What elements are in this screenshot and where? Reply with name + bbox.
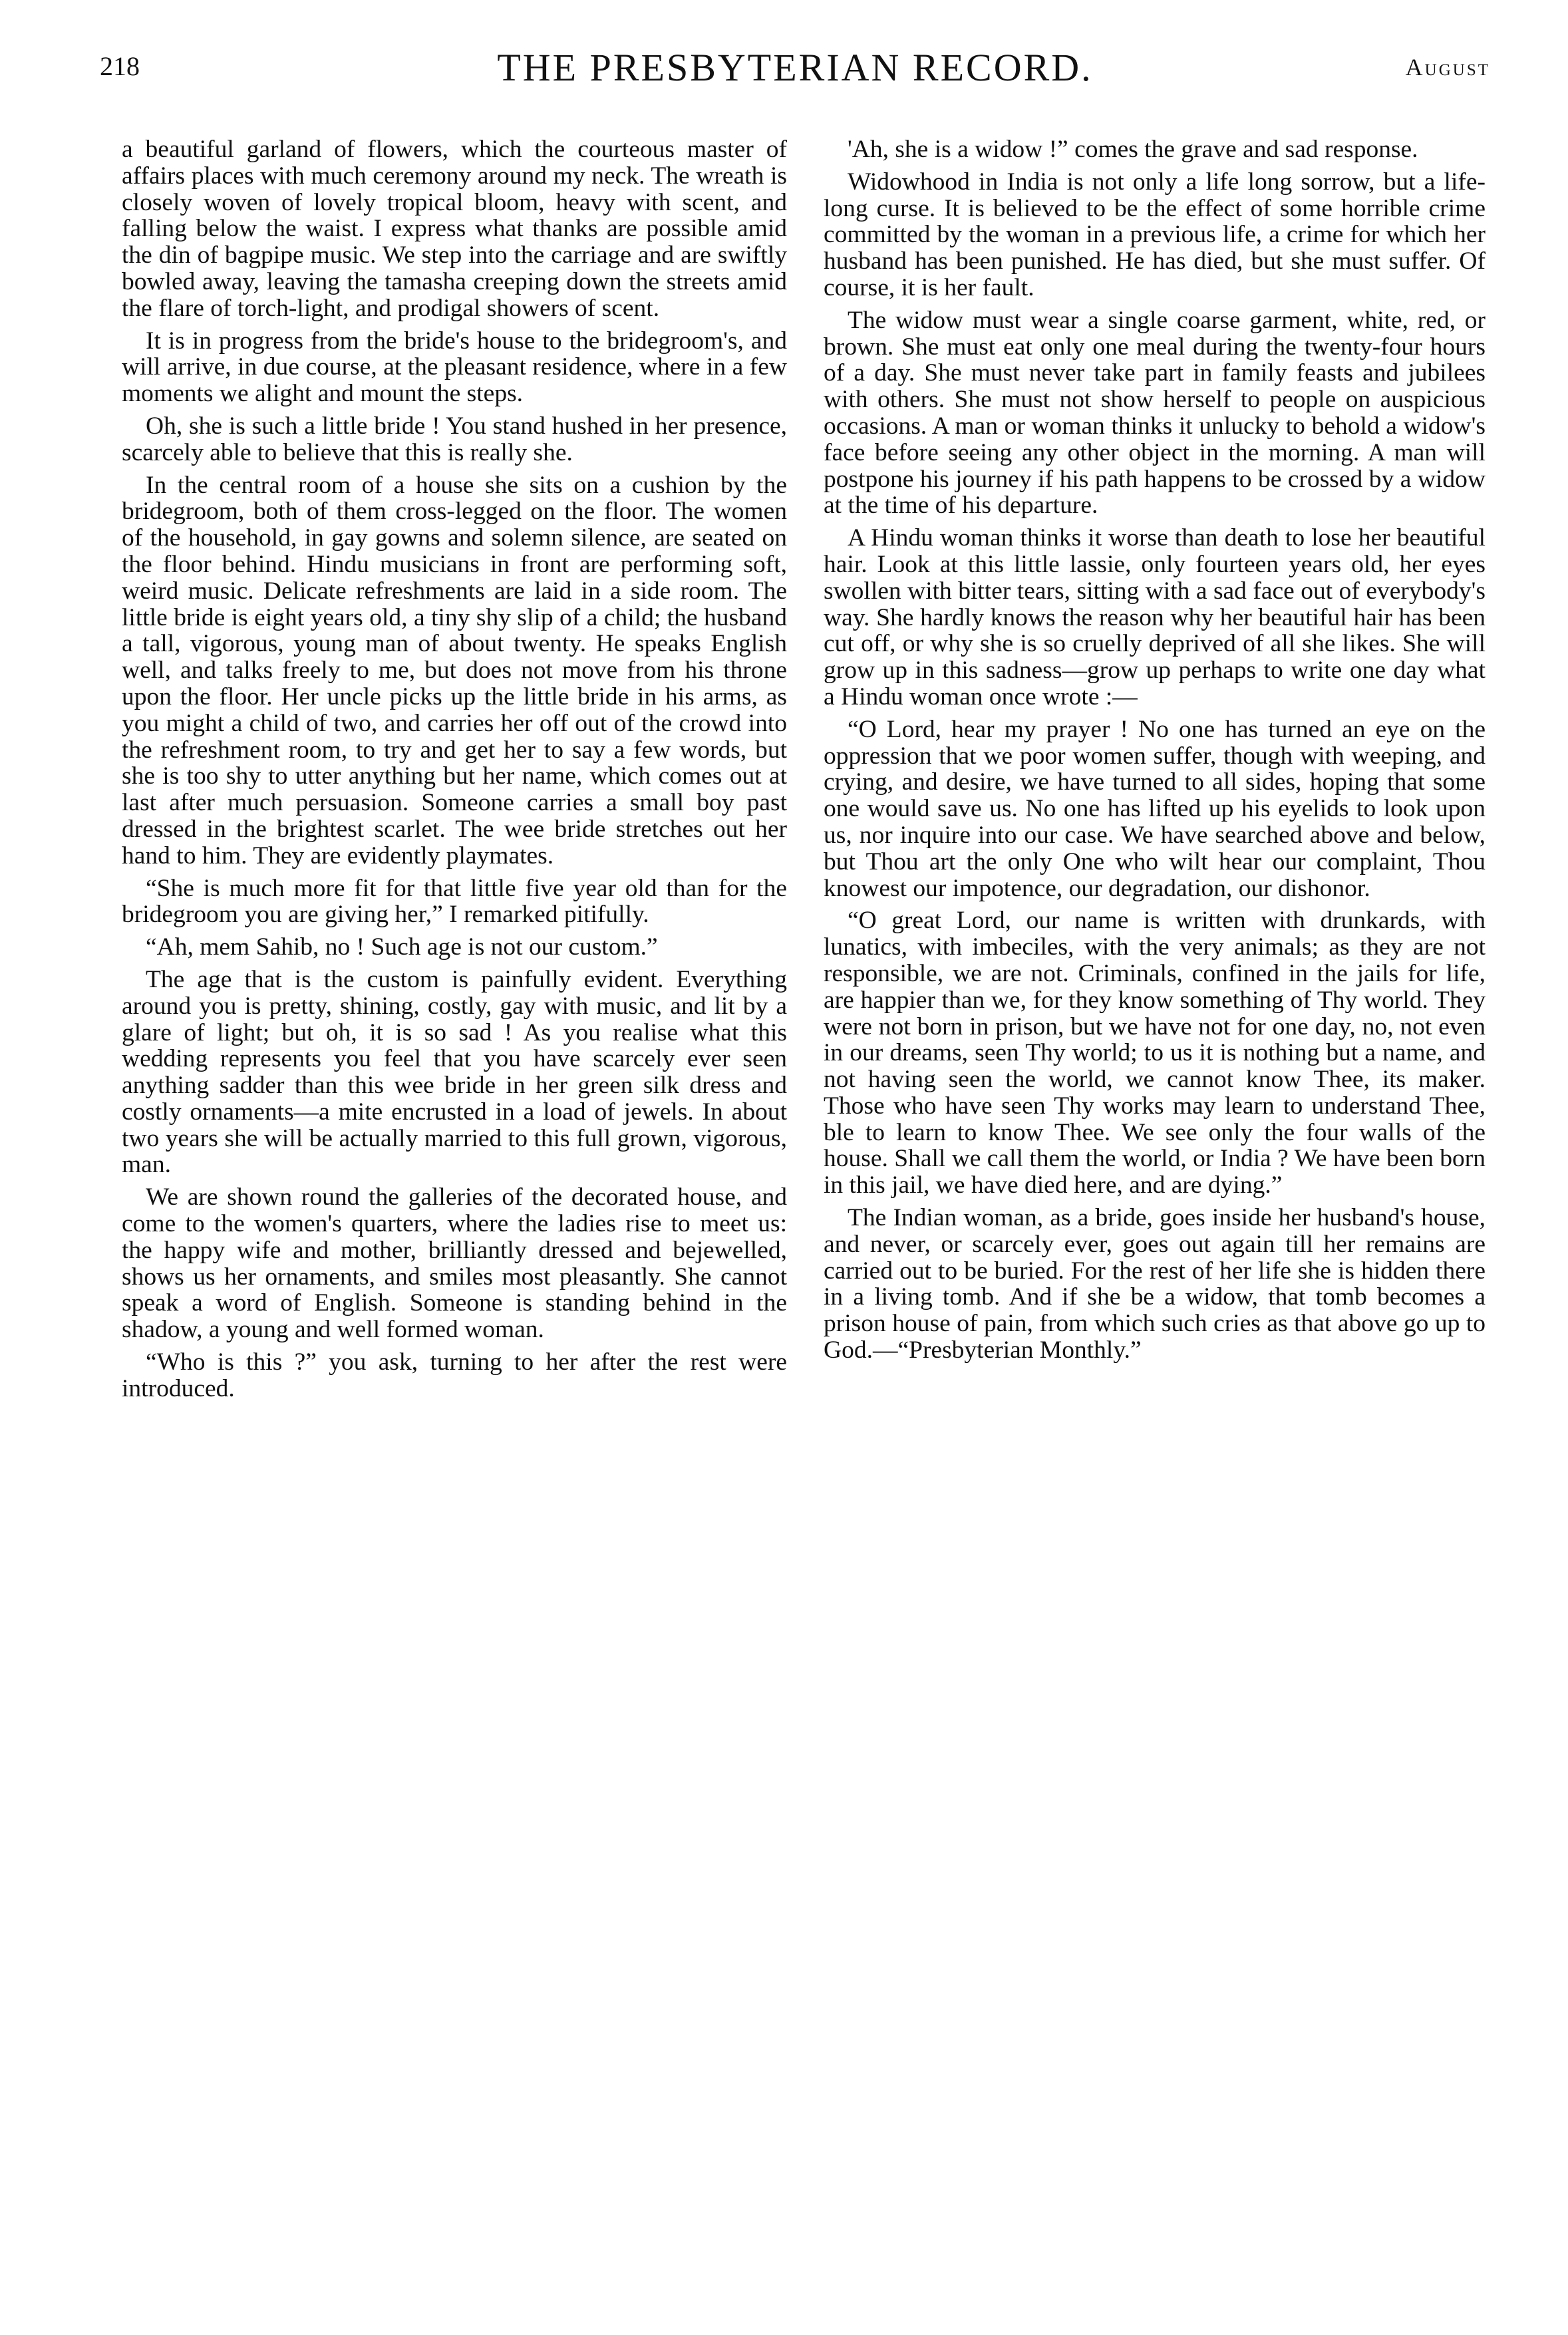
paragraph: In the central room of a house she sits on a cushion by the bridegroom, both of them cross-legged on the floor. The women of the household, in gay gowns and solemn silence, are seated on the floor behind. Hindu musicians in front are performing soft, weird music. Delicate refreshments are laid in a side room. The little bride is eight years old, a tiny shy slip of a child; the husband a tall, vigorous, young man of about twenty. He speaks English well, and talks freely to me, but does not move from his throne upon the floor. Her uncle picks up the little bride in his arms, as you might a child of two, and carries her off out of the crowd into the refreshment room, to try and get her to say a few words, but she is too shy to utter anything but her name, which comes out at last after much persuasion. Someone carries a small boy past dressed in the brightest scarlet. The wee bride stretches out her hand to him. They are evidently playmates. [122,471,787,869]
paragraph: 'Ah, she is a widow !” comes the grave and sad response. [848,136,1418,163]
page-number: 218 [100,51,140,81]
paragraph: “Ah, mem Sahib, no ! Such age is not our custom.” [146,933,658,961]
journal-title: THE PRESBYTERIAN RECORD. [497,46,1093,89]
paragraph: It is in progress from the bride's house to the bridegroom's, and will arrive, in due course, at the pleasant residence, where in a few moments we alight and mount the steps. [122,327,787,408]
issue-month: August [1405,54,1490,80]
paragraph: The widow must wear a single coarse garment, white, red, or brown. She must eat only one meal during the twenty-four hours of a day. She must never take part in family feasts and jubilees with others. She must not show herself to people on auspicious occasions. A man or woman thinks it unlucky to behold a widow's face before seeing any other object in the morning. A man will postpone his journey if his path happens to be crossed by a widow at the time of his departure. [824,306,1486,520]
paragraph: “O Lord, hear my prayer ! No one has turned an eye on the oppression that we poor women suffer, though with weeping, and crying, and desire, we have turned to all sides, hoping that some one would save us. No one has lifted up his eyelids to look upon us, nor inquire into our case. We have searched above and below, but Thou art the only One who wilt hear our complaint, Thou knowest our impotence, our degradation, our dishonor. [824,715,1486,902]
paragraph: Widowhood in India is not only a life long sorrow, but a life-long curse. It is believed to be the effect of some horrible crime committed by the woman in a previous life, a crime for which her husband has been punished. He has died, but she must suffer. Of course, it is her fault. [824,168,1486,301]
paragraph: “She is much more fit for that little five year old than for the bridegroom you are giving her,” I remarked pitifully. [122,874,787,929]
left-column [122,136,787,1408]
paragraph: The Indian woman, as a bride, goes inside her husband's house, and never, or scarcely ever, goes out again till her remains are carried out to be buried. For the rest of her life she is hidden there in a living tomb. And if she be a widow, that tomb becomes a prison house of pain, from which such cries as that above go up to God.—“Presbyterian Monthly.” [824,1204,1486,1364]
paragraph: “Who is this ?” you ask, turning to her after the rest were introduced. [122,1348,787,1402]
paragraph: Oh, she is such a little bride ! You stand hushed in her presence, scarcely able to believe that this is really she. [122,412,787,466]
paragraph: “O great Lord, our name is written with drunkards, with lunatics, with imbeciles, with the very animals; as they are not responsible, we are not. Criminals, confined in the jails for life, are happier than we, for they know something of Thy world. They were not born in prison, but we have not for one day, no, not even in our dreams, seen Thy world; to us it is nothing but a name, and not having seen the world, we cannot know Thee, its maker. Those who have seen Thy works may learn to understand Thee, ble to learn to know Thee. We see only the four walls of the house. Shall we call them the world, or India ? We have been born in this jail, we have died here, and are dying.” [824,907,1486,1199]
running-header [100,45,1490,92]
right-column [824,136,1486,1370]
paragraph: The age that is the custom is painfully evident. Everything around you is pretty, shining, costly, gay with music, and lit by a glare of light; but oh, it is so sad ! As you realise what this wedding represents you feel that you have scarcely ever seen anything sadder than this wee bride in her green silk dress and costly ornaments—a mite encrusted in a load of jewels. In about two years she will be actually married to this full grown, vigorous, man. [122,965,787,1179]
paragraph: A Hindu woman thinks it worse than death to lose her beautiful hair. Look at this little lassie, only fourteen years old, her eyes swollen with bitter tears, sitting with a sad face out of everybody's way. She hardly knows the reason why her beautiful hair has been cut off, or why she is so cruelly deprived of all she likes. She will grow up in this sadness—grow up perhaps to write one day what a Hindu woman once wrote :— [824,524,1486,710]
paragraph: We are shown round the galleries of the decorated house, and come to the women's quarters, where the ladies rise to meet us: the happy wife and mother, brilliantly dressed and bejewelled, shows us her ornaments, and smiles most pleasantly. She cannot speak a word of English. Someone is standing behind in the shadow, a young and well formed woman. [122,1183,787,1344]
paragraph: a beautiful garland of flowers, which the courteous master of affairs places with much ceremony around my neck. The wreath is closely woven of lovely tropical bloom, heavy with scent, and falling below the waist. I express what thanks are possible amid the din of bagpipe music. We step into the carriage and are swiftly bowled away, leaving the tamasha creeping down the streets amid the flare of torch-light, and prodigal showers of scent. [122,136,787,322]
